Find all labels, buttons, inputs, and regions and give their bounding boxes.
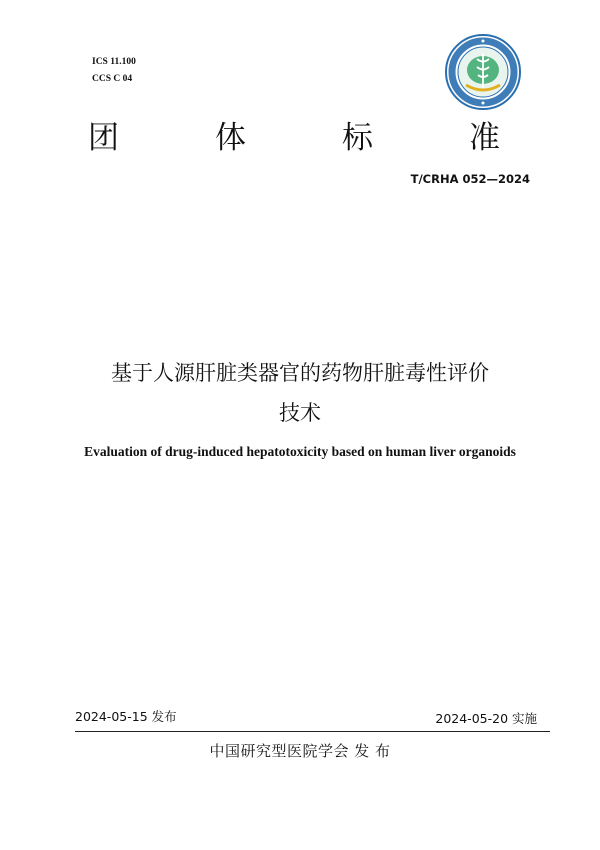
category-char: 团 <box>88 120 119 156</box>
implement-date: 2024-05-20 实施 <box>435 711 537 726</box>
publish-date: 2024-05-15 发布 <box>75 709 177 724</box>
footer-divider <box>75 731 550 732</box>
standard-category-title <box>88 112 500 157</box>
ccs-code: CCS C 04 <box>92 74 133 84</box>
classification-codes <box>92 54 136 88</box>
chinese-title-line-1: 基于人源肝脏类器官的药物肝脏毒性评价 <box>111 361 489 385</box>
category-char: 体 <box>215 120 246 156</box>
category-char: 标 <box>342 120 373 156</box>
society-seal-logo <box>444 33 522 111</box>
chinese-title-line-2: 技术 <box>279 401 321 425</box>
category-char: 准 <box>469 120 500 156</box>
standard-number: T/CRHA 052—2024 <box>410 172 530 186</box>
ics-code: ICS 11.100 <box>92 57 136 67</box>
publisher: 中国研究型医院学会 发 布 <box>209 742 391 760</box>
english-title: Evaluation of drug-induced hepatotoxicity based on human liver organoids <box>84 444 516 459</box>
